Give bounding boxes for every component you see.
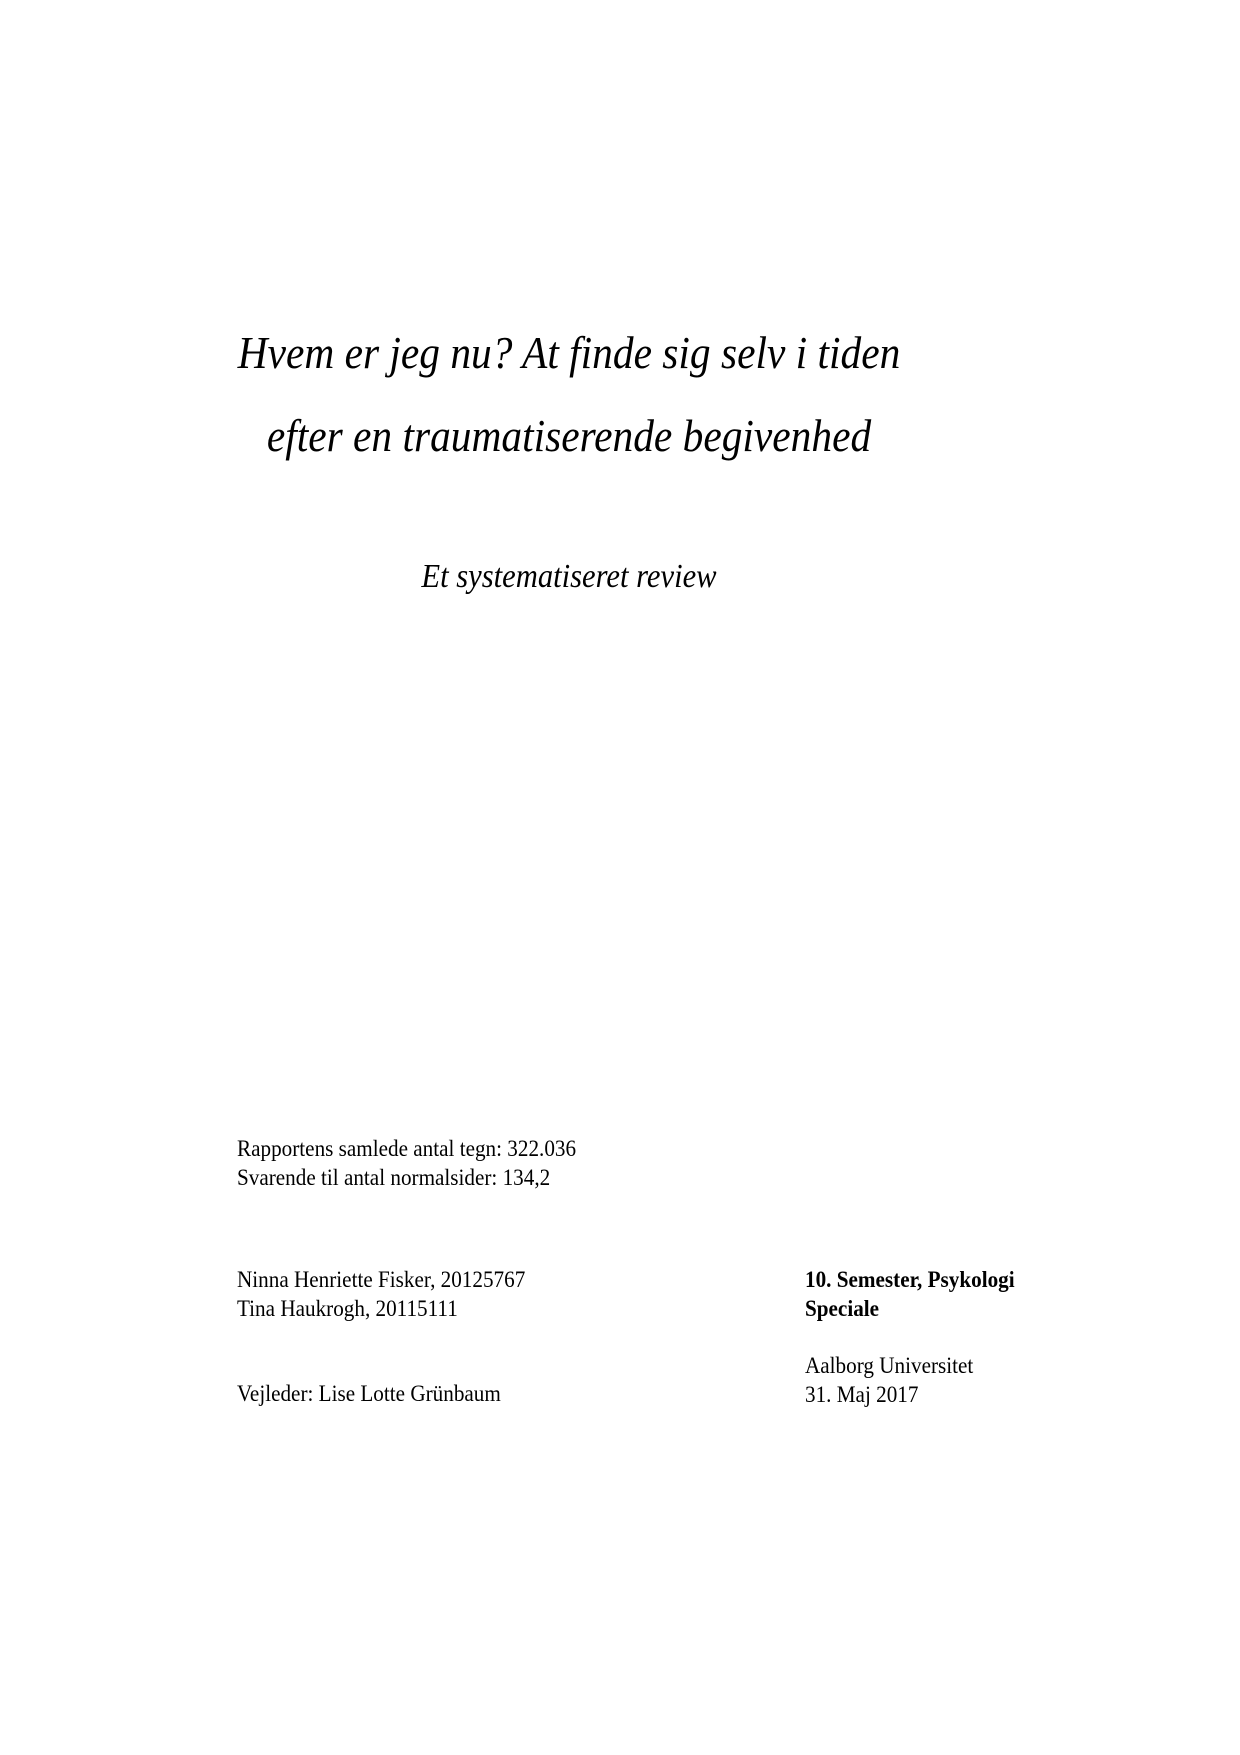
advisor (237, 1379, 524, 1408)
institution-info (805, 1351, 988, 1409)
advisor-name: Vejleder: Lise Lotte Grünbaum (237, 1381, 501, 1406)
author: Tina Haukrogh, 20115111 (237, 1296, 458, 1321)
report-stats (237, 1134, 606, 1192)
normal-pages: Svarende til antal normalsider: 134,2 (237, 1165, 551, 1190)
university: Aalborg Universitet (805, 1353, 974, 1378)
character-count: Rapportens samlede antal tegn: 322.036 (237, 1136, 577, 1161)
date: 31. Maj 2017 (805, 1382, 919, 1407)
author: Ninna Henriette Fisker, 20125767 (237, 1267, 526, 1292)
thesis-type: Speciale (805, 1296, 880, 1321)
authors (237, 1265, 550, 1323)
semester: 10. Semester, Psykologi (805, 1267, 1015, 1292)
subtitle: Et systematiseret review (421, 558, 717, 595)
course-info (805, 1265, 1033, 1323)
title-line-2: efter en traumatiserende begivenhed (266, 410, 872, 461)
title-line-1: Hvem er jeg nu? At finde sig selv i tiden (237, 327, 901, 378)
